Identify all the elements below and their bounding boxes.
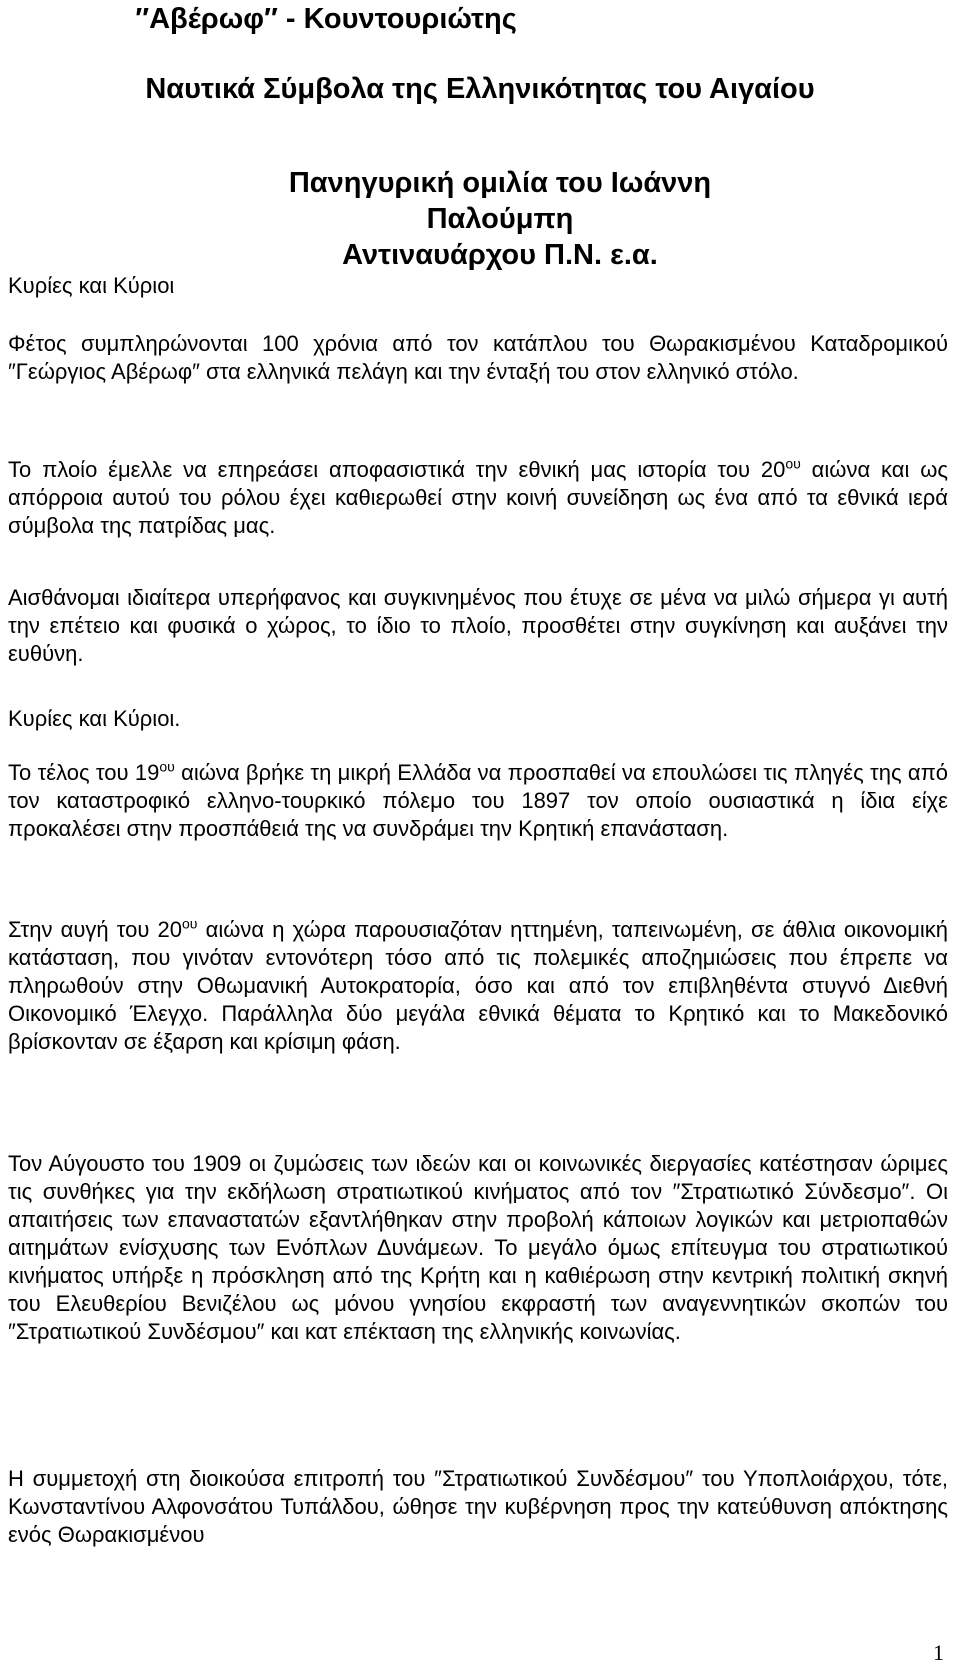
paragraph-20th-century xyxy=(8,916,948,1056)
paragraph-text: αιώνα και ως απόρροια αυτού του ρόλου έχει καθιερωθεί στην κοινή συνείδηση ως ένα από τα εθνικά ιερά σύμβολα της πατρίδας μας. xyxy=(8,457,948,538)
salutation-opening: Κυρίες και Κύριοι xyxy=(8,273,175,298)
paragraph-ship-history xyxy=(8,456,948,540)
paragraph-text: αιώνα βρήκε τη μικρή Ελλάδα να προσπαθεί να επουλώσει τις πληγές της από τον καταστροφικό ελληνο-τουρκικό πόλεμο του 1897 τον οποίο ουσιαστικά η ίδια είχε προκαλέσει στην προσπάθειά της να συνδράμει την Κρητική επανάσταση. xyxy=(8,760,949,841)
paragraph-text: αιώνα η χώρα παρουσιαζόταν ηττημένη, ταπεινωμένη, σε άθλια οικονομική κατάσταση, που γινόταν εντονότερη τόσο από τις πολεμικές αποζημιώσεις που έπρεπε να πληρωθούν στην Οθωμανική Αυτοκρατορία, όσο και από τον επιβληθέντα στυγνό Διεθνή Οικονομικό Έλεγχο. Παράλληλα δύο μεγάλα εθνικά θέματα το Κρητικό και το Μακεδονικό βρίσκονταν σε έξαρση και κρίσιμη φάση. xyxy=(8,917,948,1054)
salutation-second: Κυρίες και Κύριοι. xyxy=(8,706,181,731)
paragraph-text: Στην αυγή του 20 xyxy=(8,917,183,942)
speech-byline-line2: Αντιναυάρχου Π.Ν. ε.α. xyxy=(342,239,658,271)
superscript-ordinal: ου xyxy=(159,758,175,775)
speech-byline-line1: Πανηγυρική ομιλία του Ιωάννη Παλούμπη xyxy=(288,167,712,235)
page-number: 1 xyxy=(933,1640,944,1665)
speech-byline xyxy=(220,165,780,273)
document-title: ″Αβέρωφ″ - Κουντουριώτης xyxy=(135,3,517,35)
document-subtitle: Ναυτικά Σύμβολα της Ελληνικότητας του Αιγαίου xyxy=(145,73,815,105)
superscript-ordinal: ου xyxy=(785,455,801,472)
superscript-ordinal: ου xyxy=(182,915,198,932)
paragraph-19th-century xyxy=(8,759,948,843)
paragraph-text: Το τέλος του 19 xyxy=(8,760,160,785)
paragraph-1909-movement: Τον Αύγουστο του 1909 οι ζυμώσεις των ιδεών και οι κοινωνικές διεργασίες κατέστησαν ώριμες τις συνθήκες για την εκδήλωση στρατιωτικού κινήματος από τον ″Στρατιωτικό Σύνδεσμο″. Οι απαιτήσεις των επαναστατών εξαντλήθηκαν στην προβολή κάποιων λογικών και μετριοπαθών αιτημάτων ενίσχυσης των Ενόπλων Δυνάμεων. Το μεγάλο όμως επίτευγμα του στρατιωτικού κινήματος υπήρξε η πρόσκληση από της Κρήτη και η καθιέρωση στην κεντρική πολιτική σκηνή του Ελευθερίου Βενιζέλου ως μόνου γνησίου εκφραστή των αναγεννητικών σκοπών του ″Στρατιωτικού Συνδέσμου″ και κατ επέκταση της ελληνικής κοινωνίας. xyxy=(8,1151,948,1344)
paragraph-committee: Η συμμετοχή στη διοικούσα επιτροπή του ″Στρατιωτικού Συνδέσμου″ του Υποπλοιάρχου, τότε, Κωνσταντίνου Αλφονσάτου Τυπάλδου, ώθησε την κυβέρνηση προς την κατεύθυνση απόκτησης ενός Θωρακισμένου xyxy=(8,1466,948,1547)
paragraph-text: Το πλοίο έμελλε να επηρεάσει αποφασιστικά την εθνική μας ιστορία του 20 xyxy=(8,457,786,482)
paragraph-centenary: Φέτος συμπληρώνονται 100 χρόνια από τον κατάπλου του Θωρακισμένου Καταδρομικού ″Γεώργιος Αβέρωφ″ στα ελληνικά πελάγη και την ένταξή του στον ελληνικό στόλο. xyxy=(8,331,948,384)
paragraph-honor: Αισθάνομαι ιδιαίτερα υπερήφανος και συγκινημένος που έτυχε σε μένα να μιλώ σήμερα γι αυτή την επέτειο και φυσικά ο χώρος, το ίδιο το πλοίο, προσθέτει στην συγκίνηση και αυξάνει την ευθύνη. xyxy=(8,585,948,666)
